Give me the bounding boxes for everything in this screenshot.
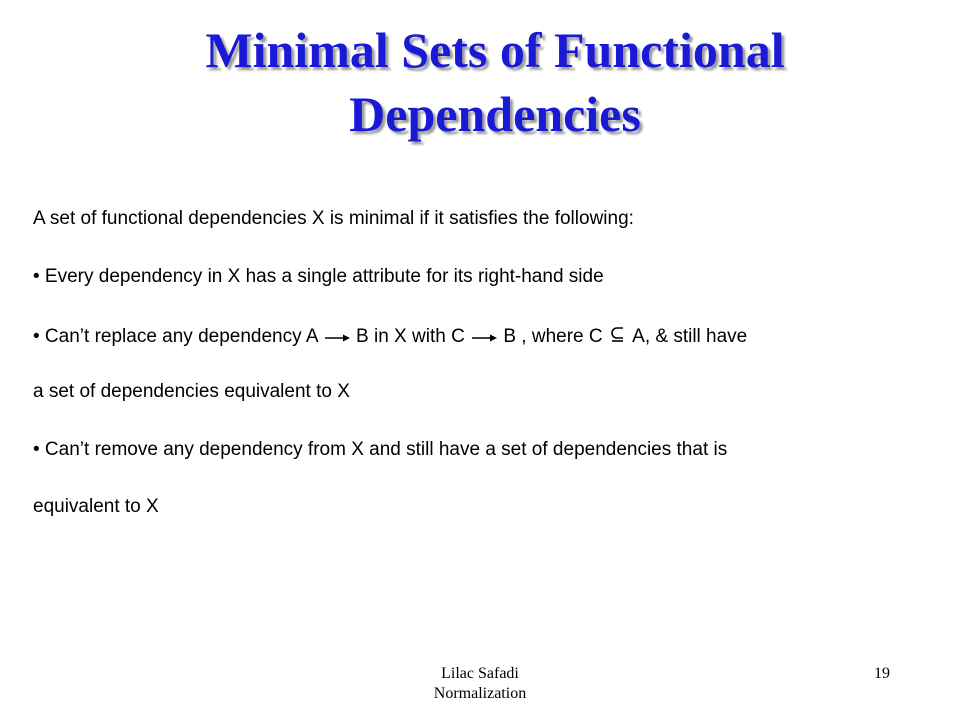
footer-author: Lilac Safadi <box>441 665 519 682</box>
bullet-cannot-replace-part2: B in X with C <box>356 326 465 347</box>
slide-title <box>100 18 890 146</box>
right-arrow-icon <box>324 330 350 342</box>
title-line-1: Minimal Sets of Functional <box>205 22 785 78</box>
bullet-cannot-replace-continued: a set of dependencies equivalent to X <box>33 381 350 402</box>
intro-text: A set of functional dependencies X is minimal if it satisfies the following: <box>33 208 634 229</box>
bullet-cannot-replace-part4: A, & still have <box>632 326 748 347</box>
bullet-cannot-replace-part1: • Can’t replace any dependency A <box>33 326 318 347</box>
right-arrow-icon <box>471 330 497 342</box>
footer-course: Normalization <box>433 685 527 702</box>
title-line-2: Dependencies <box>349 86 641 142</box>
bullet-cannot-replace <box>33 326 933 348</box>
subset-icon <box>610 326 626 342</box>
bullet-cannot-replace-part3: B , where C <box>503 326 603 347</box>
footer-author-course <box>380 664 580 704</box>
bullet-single-attribute: • Every dependency in X has a single attribute for its right-hand side <box>33 266 604 287</box>
page-number: 19 <box>874 665 890 682</box>
bullet-cannot-remove: • Can’t remove any dependency from X and still have a set of dependencies that is <box>33 439 728 460</box>
bullet-cannot-remove-continued: equivalent to X <box>33 496 159 517</box>
